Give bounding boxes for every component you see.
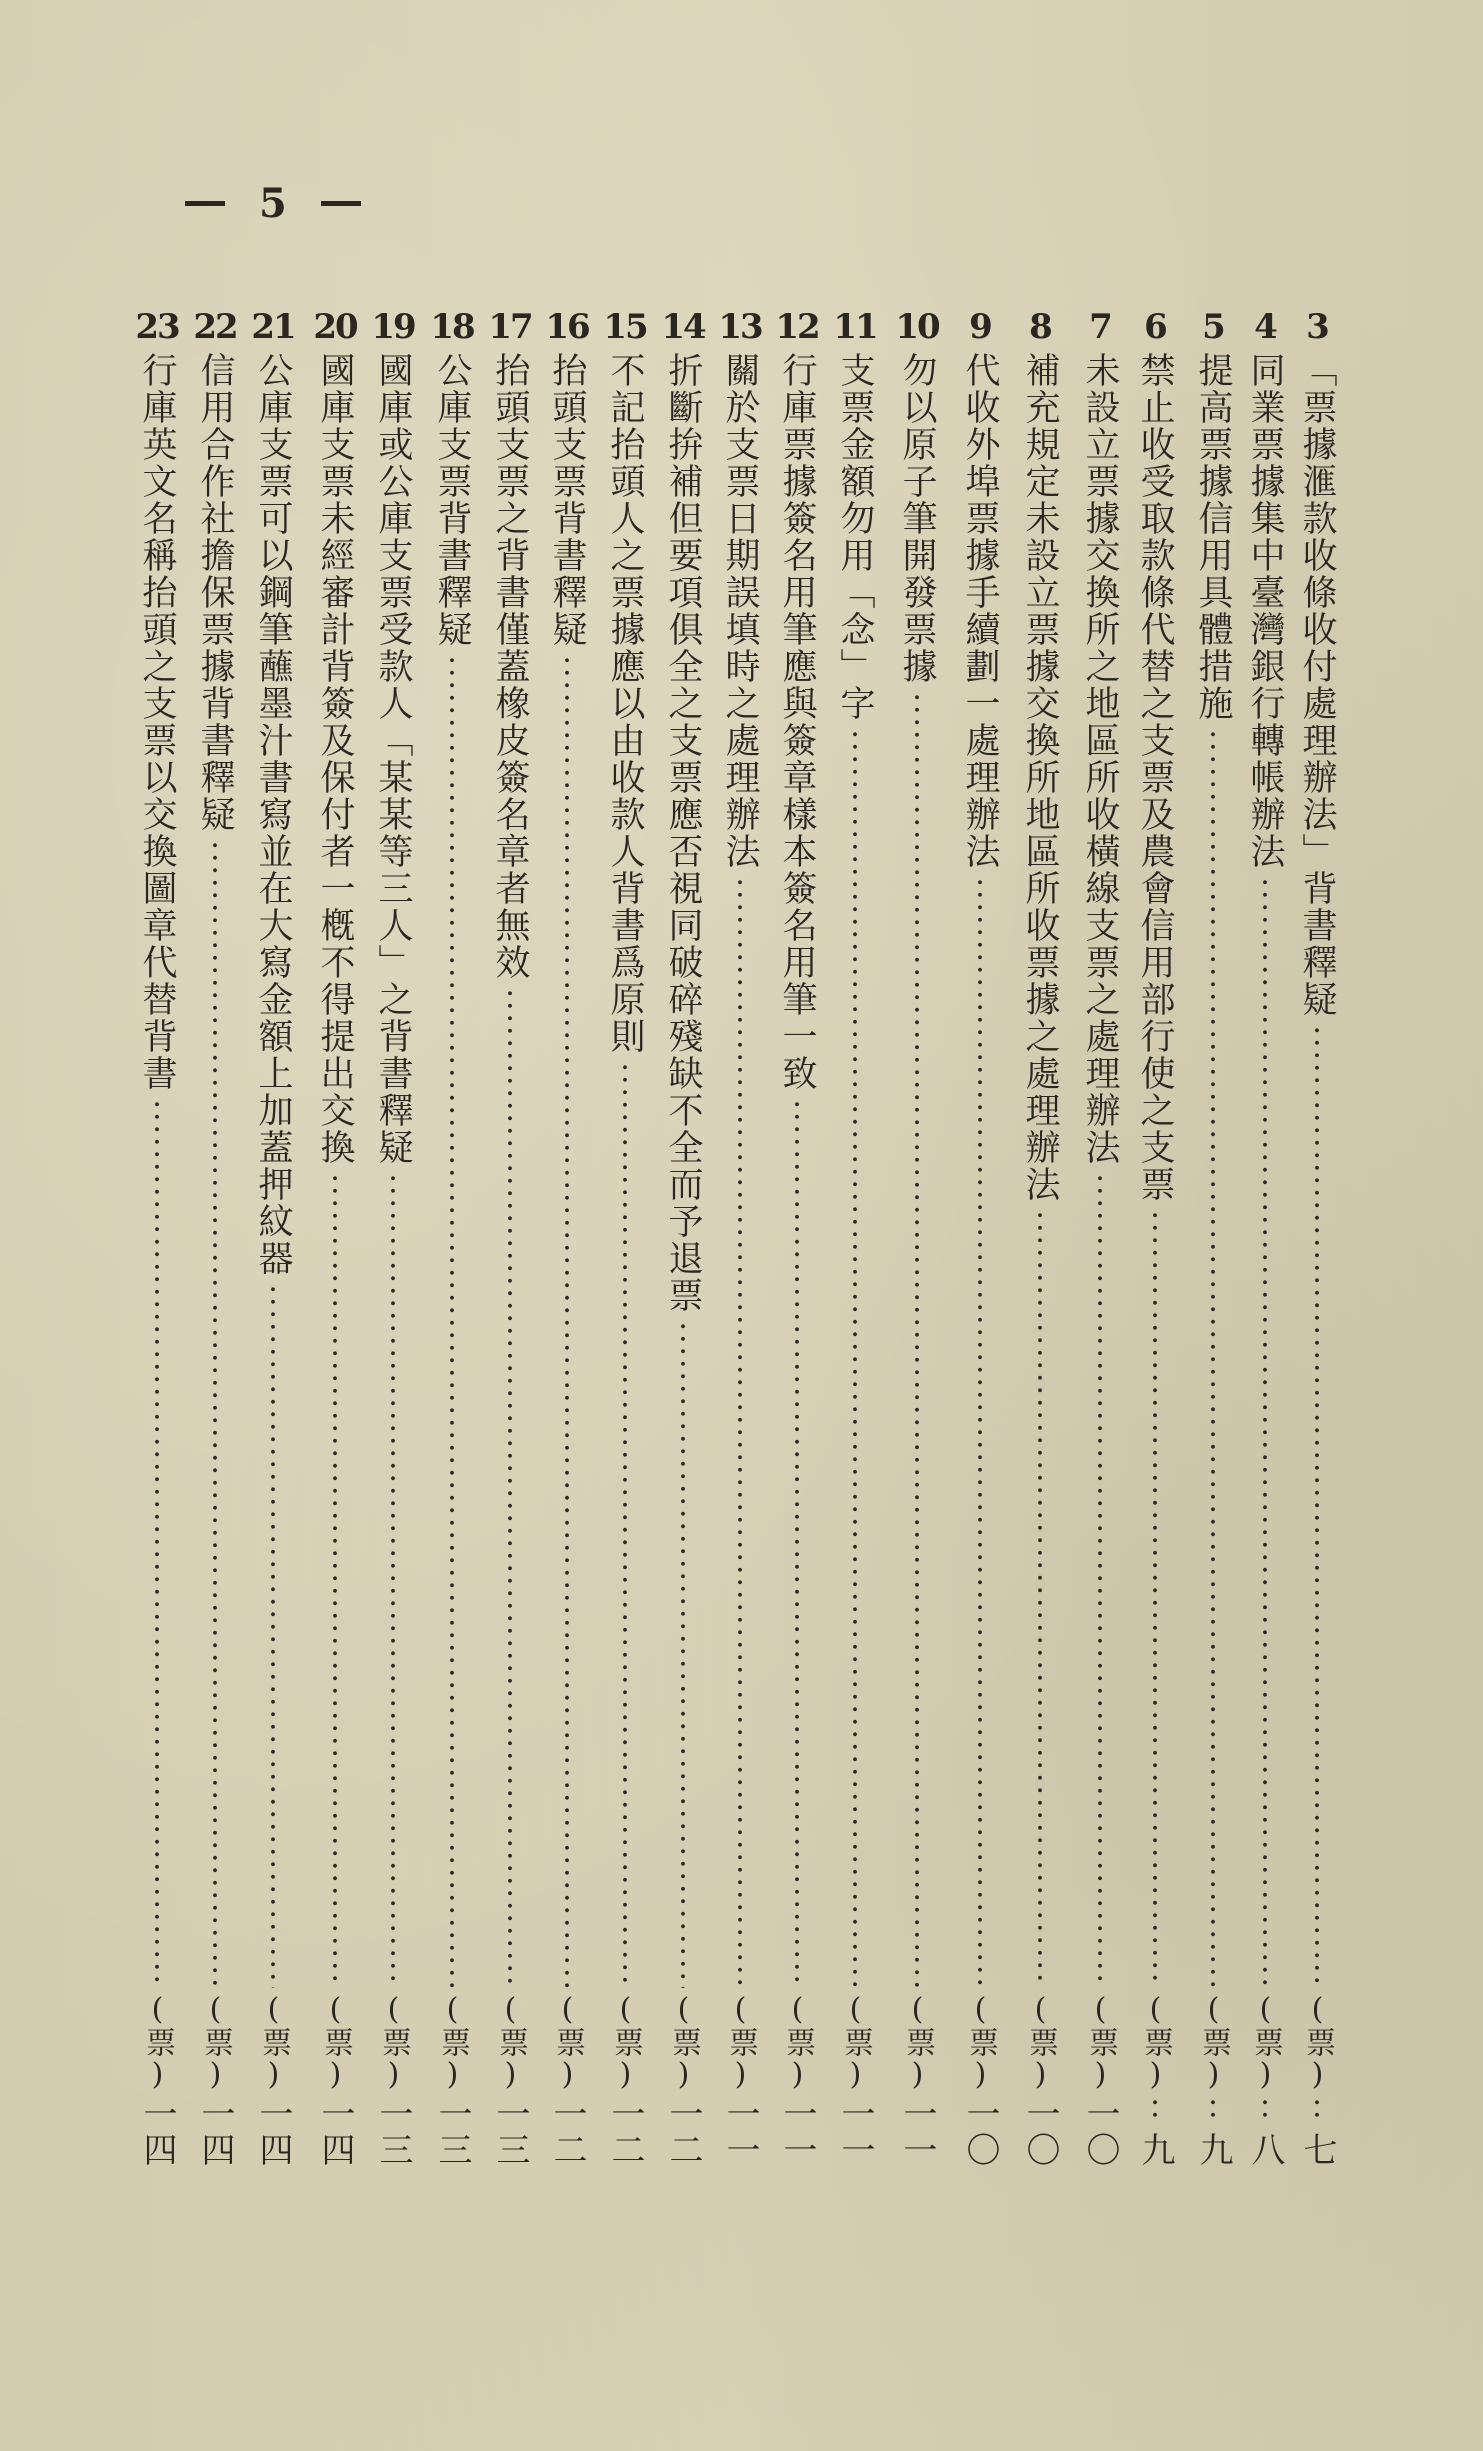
page-reference: 八	[1245, 2132, 1285, 2168]
entry-title: 勿以原子筆開發票據	[897, 352, 937, 685]
toc-entry[interactable]	[829, 308, 881, 2168]
ref-kind: (票)	[1196, 1992, 1231, 2092]
dot-leader	[1210, 728, 1216, 1988]
ref-kind: (票)	[1138, 1992, 1173, 2092]
entry-title: 抬頭支票之背書僅蓋橡皮簽名章者無效	[490, 352, 530, 981]
entry-title: 公庫支票背書釋疑	[432, 352, 472, 648]
page-reference: 九	[1193, 2132, 1233, 2168]
dot-leader	[1037, 1209, 1043, 1988]
dot-leader	[154, 1098, 160, 1988]
dot-leader	[1314, 1024, 1320, 1988]
toc-entry[interactable]	[891, 308, 943, 2168]
toc-entry[interactable]	[426, 308, 478, 2168]
toc-entry[interactable]	[954, 308, 1006, 2168]
entry-number: 23	[135, 307, 179, 347]
page-reference: 一四	[315, 2096, 355, 2168]
toc-entry[interactable]	[247, 308, 299, 2168]
toc-entry[interactable]	[309, 308, 361, 2168]
dot-leader	[507, 987, 513, 1988]
page-reference: 一二	[547, 2096, 587, 2168]
dot-leader	[794, 1098, 800, 1988]
entry-title: 抬頭支票背書釋疑	[547, 352, 587, 648]
entry-number: 13	[718, 307, 762, 347]
toc-entry[interactable]	[1129, 308, 1181, 2168]
entry-number: 21	[251, 307, 295, 347]
dot-leader	[564, 654, 570, 1988]
page-reference: 一三	[373, 2096, 413, 2168]
entry-number: 9	[969, 307, 991, 347]
page-reference: 一〇	[1080, 2096, 1120, 2168]
entry-number: 22	[193, 307, 237, 347]
entry-title: 關於支票日期誤填時之處理辦法	[720, 352, 760, 870]
page-reference: 一一	[777, 2096, 817, 2168]
entry-number: 7	[1089, 307, 1111, 347]
entry-number: 18	[430, 307, 474, 347]
dot-leader	[212, 839, 218, 1988]
entry-number: 11	[833, 307, 877, 347]
ref-kind: (票)	[256, 1992, 291, 2092]
entry-title: 未設立票據交換所之地區所收橫線支票之處理辦法	[1080, 352, 1120, 1166]
page-reference: 一四	[253, 2096, 293, 2168]
entry-title: 不記抬頭人之票據應以由收款人背書爲原則	[605, 352, 645, 1055]
entry-number: 4	[1254, 307, 1276, 347]
entry-title: 國庫或公庫支票受款人「某某等三人」之背書釋疑	[373, 352, 413, 1166]
ref-kind: (票)	[1300, 1992, 1335, 2092]
entry-number: 15	[603, 307, 647, 347]
ref-kind: (票)	[140, 1992, 175, 2092]
toc-entry[interactable]	[1291, 308, 1343, 2168]
page-reference: 一四	[195, 2096, 235, 2168]
page-reference: 一二	[605, 2096, 645, 2168]
page-reference: 九	[1135, 2132, 1175, 2168]
entry-number: 14	[661, 307, 705, 347]
dot-leader-short	[1262, 2096, 1268, 2124]
entry-title: 同業票據集中臺灣銀行轉帳辦法	[1245, 352, 1285, 870]
entry-title: 「票據滙款收條收付處理辦法」背書釋疑	[1297, 352, 1337, 1018]
entry-number: 20	[313, 307, 357, 347]
ref-kind: (票)	[435, 1992, 470, 2092]
ref-kind: (票)	[1083, 1992, 1118, 2092]
toc-entry[interactable]	[541, 308, 593, 2168]
toc-entry[interactable]	[1239, 308, 1291, 2168]
toc-entry[interactable]	[714, 308, 766, 2168]
dot-leader	[270, 1283, 276, 1988]
dot-leader	[737, 876, 743, 1988]
dot-leader	[1262, 876, 1268, 1988]
dot-leader-short	[1152, 2096, 1158, 2124]
entry-number: 3	[1306, 307, 1328, 347]
entry-number: 5	[1202, 307, 1224, 347]
page-reference: 一三	[490, 2096, 530, 2168]
page-reference: 一〇	[960, 2096, 1000, 2168]
ref-kind: (票)	[780, 1992, 815, 2092]
dot-leader	[977, 876, 983, 1988]
page-reference: 一一	[720, 2096, 760, 2168]
page-reference: 七	[1297, 2132, 1337, 2168]
entry-title: 禁止收受取款條代替之支票及農會信用部行使之支票	[1135, 352, 1175, 1203]
entry-number: 19	[371, 307, 415, 347]
ref-kind: (票)	[963, 1992, 998, 2092]
toc-entry[interactable]	[131, 308, 183, 2168]
toc-entry[interactable]	[484, 308, 536, 2168]
dot-leader	[852, 728, 858, 1988]
entry-number: 6	[1144, 307, 1166, 347]
ref-kind: (票)	[1023, 1992, 1058, 2092]
entry-title: 支票金額勿用「念」字	[835, 352, 875, 722]
toc-entry[interactable]	[1187, 308, 1239, 2168]
page-reference: 一四	[137, 2096, 177, 2168]
entry-title: 補充規定未設立票據交換所地區所收票據之處理辦法	[1020, 352, 1060, 1203]
dot-leader	[680, 1320, 686, 1988]
entry-number: 8	[1029, 307, 1051, 347]
dot-leader	[449, 654, 455, 1988]
ref-kind: (票)	[838, 1992, 873, 2092]
page-reference: 一一	[835, 2096, 875, 2168]
ref-kind: (票)	[723, 1992, 758, 2092]
page-reference: 一三	[432, 2096, 472, 2168]
toc-entry[interactable]	[367, 308, 419, 2168]
toc-entry[interactable]	[1014, 308, 1066, 2168]
entry-number: 16	[545, 307, 589, 347]
dot-leader-short	[1314, 2096, 1320, 2124]
toc-entry[interactable]	[771, 308, 823, 2168]
toc-entry[interactable]	[1074, 308, 1126, 2168]
entry-title: 行庫英文名稱抬頭之支票以交換圖章代替背書	[137, 352, 177, 1092]
dot-leader	[1152, 1209, 1158, 1988]
page-reference: 一〇	[1020, 2096, 1060, 2168]
ref-kind: (票)	[493, 1992, 528, 2092]
ref-kind: (票)	[1248, 1992, 1283, 2092]
ref-kind: (票)	[608, 1992, 643, 2092]
toc-entry[interactable]	[189, 308, 241, 2168]
page-reference: 一一	[897, 2096, 937, 2168]
entry-title: 代收外埠票據手續劃一處理辦法	[960, 352, 1000, 870]
ref-kind: (票)	[318, 1992, 353, 2092]
dot-leader	[1097, 1172, 1103, 1988]
entry-title: 國庫支票未經審計背簽及保付者一槪不得提出交換	[315, 352, 355, 1166]
dot-leader	[622, 1061, 628, 1988]
entry-number: 17	[488, 307, 532, 347]
entry-title: 提高票據信用具體措施	[1193, 352, 1233, 722]
ref-kind: (票)	[900, 1992, 935, 2092]
entry-title: 折斷拚補但要項俱全之支票應否視同破碎殘缺不全而予退票	[663, 352, 703, 1314]
ref-kind: (票)	[666, 1992, 701, 2092]
page-reference: 一二	[663, 2096, 703, 2168]
entry-title: 信用合作社擔保票據背書釋疑	[195, 352, 235, 833]
dot-leader	[390, 1172, 396, 1988]
entry-title: 公庫支票可以鋼筆蘸墨汁書寫並在大寫金額上加蓋押紋器	[253, 352, 293, 1277]
dot-leader-short	[1210, 2096, 1216, 2124]
entry-number: 12	[775, 307, 819, 347]
dot-leader	[914, 691, 920, 1988]
toc-entry[interactable]	[599, 308, 651, 2168]
toc-entry[interactable]	[657, 308, 709, 2168]
entry-number: 10	[895, 307, 939, 347]
dot-leader	[332, 1172, 338, 1988]
ref-kind: (票)	[376, 1992, 411, 2092]
entry-title: 行庫票據簽名用筆應與簽章樣本簽名用筆一致	[777, 352, 817, 1092]
ref-kind: (票)	[550, 1992, 585, 2092]
page-number: 5	[259, 180, 287, 227]
ref-kind: (票)	[198, 1992, 233, 2092]
